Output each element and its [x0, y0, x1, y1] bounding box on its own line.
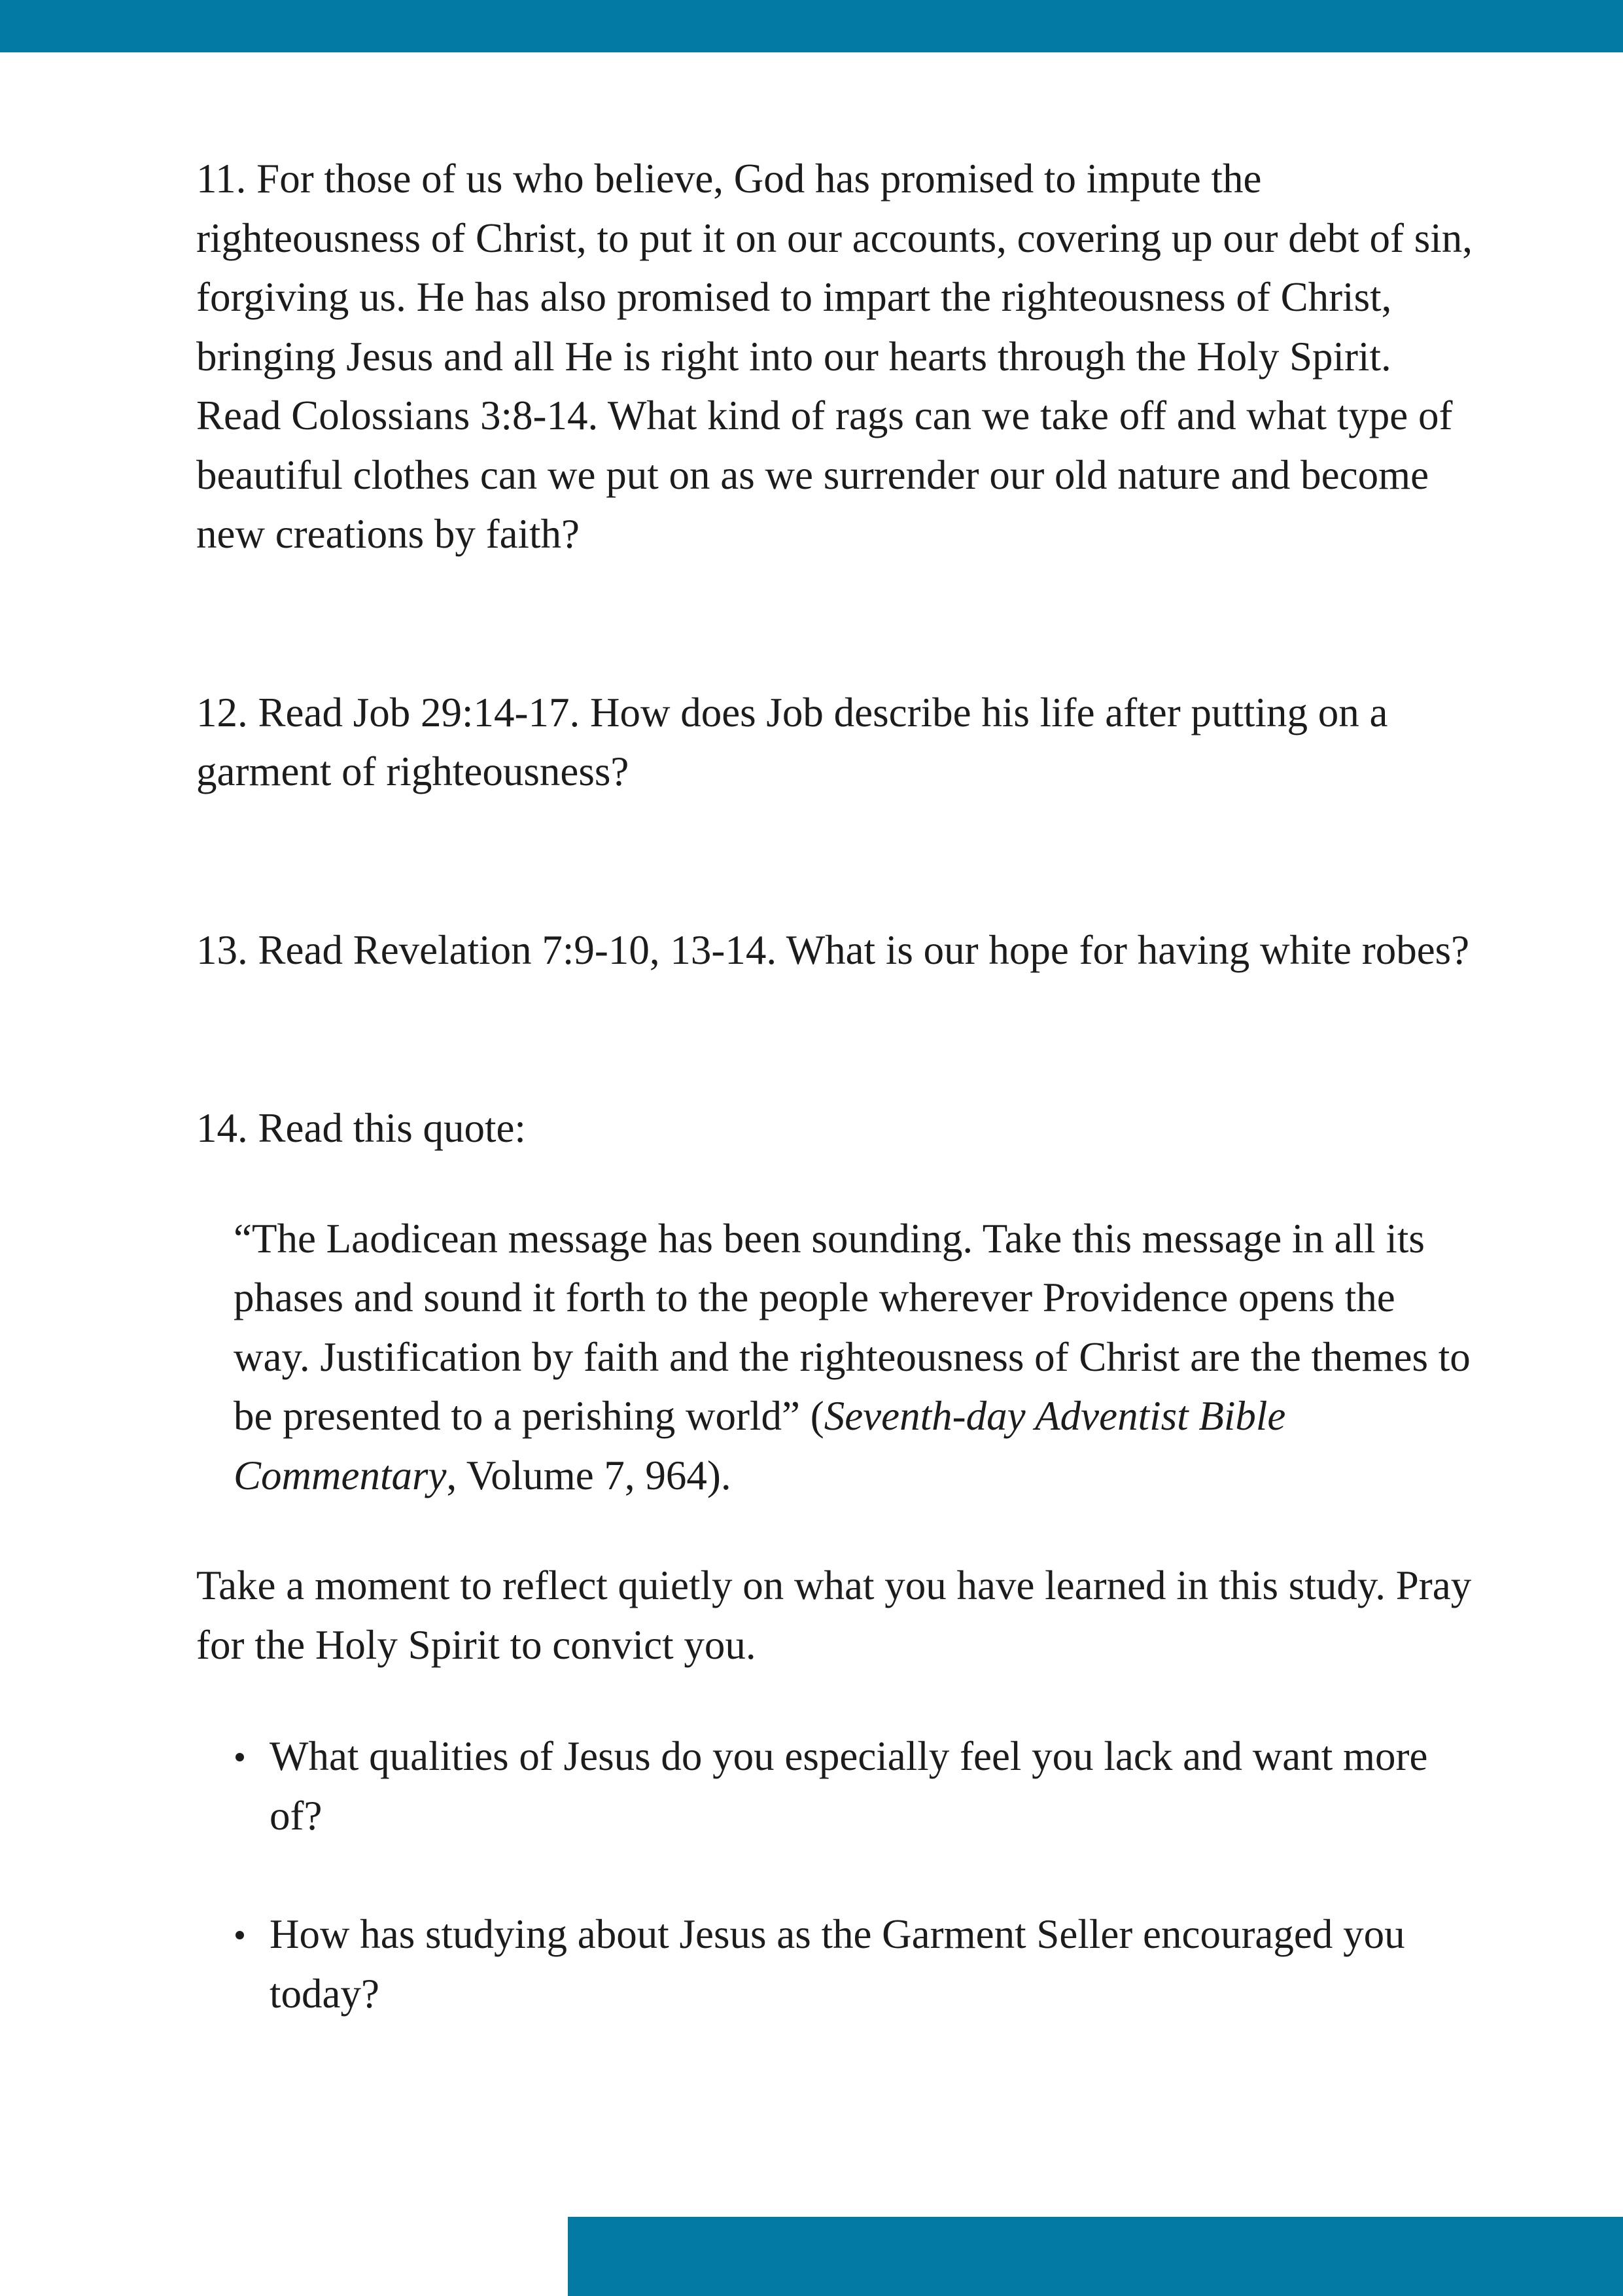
page-content: [196, 149, 1478, 2083]
reflection-list-item-text: What qualities of Jesus do you especially feel you lack and want more of?: [270, 1733, 1428, 1839]
top-accent-bar: [0, 0, 1623, 52]
question-13: 13. Read Revelation 7:9-10, 13-14. What is our hope for having white robes?: [196, 927, 1470, 973]
bullet-icon: [236, 1931, 244, 1939]
quote-text: “The Laodicean message has been sounding. Take this message in all its phases and sound it forth to the people wherever Providence opens the way. Justification by faith and the righteousness of Christ are the themes to be presented to a perishing world”: [234, 1215, 1471, 1439]
reflection-list-item: [196, 1727, 1467, 1845]
question-11: 11. For those of us who believe, God has promised to impute the righteousness of Christ, to put it on our accounts, covering up our debt of sin, forgiving us. He has also promised to impart the righteousness of Christ, bringing Jesus and all He is right into our hearts through the Holy Spirit. Read Colossians 3:8-14. What kind of rags can we take off and what type of beautiful clothes can we put on as we surrender our old nature and become new creations by faith?: [196, 156, 1473, 557]
bottom-accent-bar: [568, 2217, 1623, 2296]
question-12: 12. Read Job 29:14-17. How does Job describe his life after putting on a garment of righteousness?: [196, 689, 1388, 794]
reflection-list-item-text: How has studying about Jesus as the Garment Seller encouraged you today?: [270, 1911, 1405, 2017]
reflection-list: [196, 1727, 1478, 2023]
reflection-prompt: Take a moment to reflect quietly on what you have learned in this study. Pray for the Holy Spirit to convict you.: [196, 1563, 1472, 1668]
bullet-icon: [236, 1753, 244, 1761]
reflection-list-item: [196, 1905, 1467, 2023]
quote-source-open-paren: (: [810, 1393, 824, 1439]
commentary-quote: [234, 1209, 1476, 1506]
quote-source-title: Seventh-day Adventist Bible Commentary: [234, 1393, 1286, 1498]
question-14: 14. Read this quote:: [196, 1105, 526, 1151]
quote-source-rest: , Volume 7, 964).: [446, 1452, 731, 1498]
